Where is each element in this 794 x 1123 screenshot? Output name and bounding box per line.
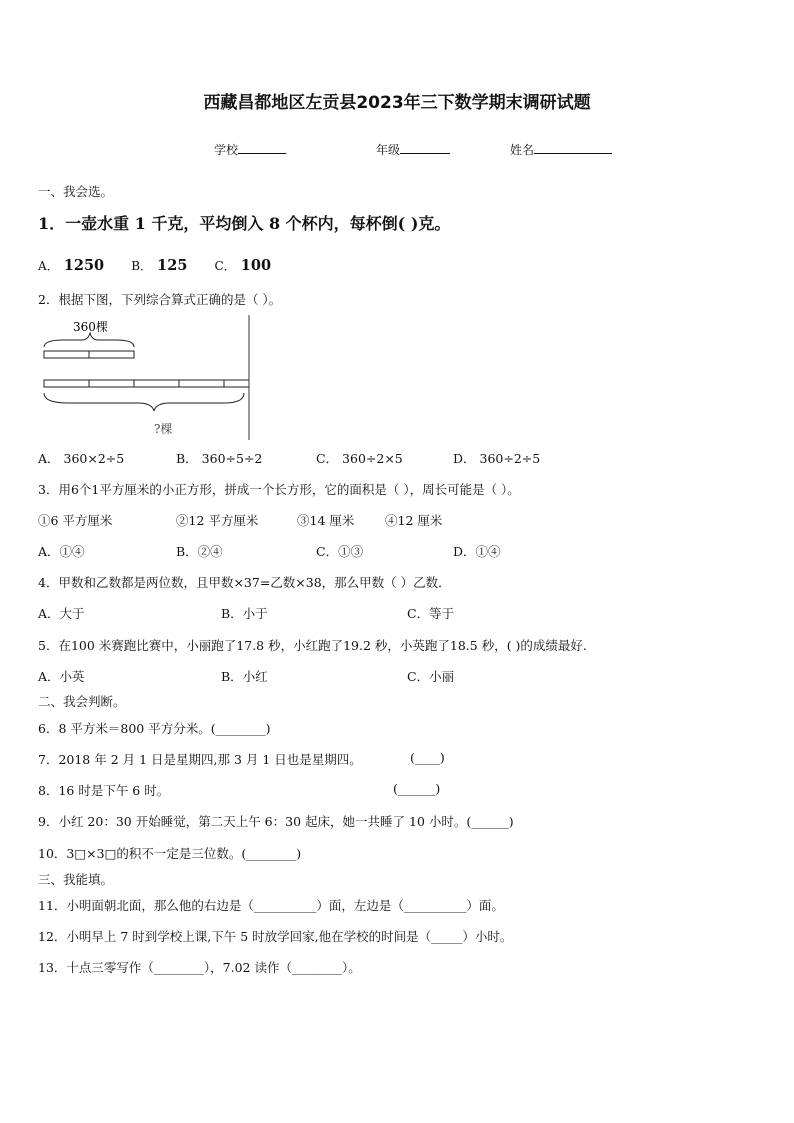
long-bar <box>44 380 249 387</box>
q4-option-b: B．小于 <box>221 606 268 621</box>
question-9: 9．小红 20：30 开始睡觉，第二天上午 6：30 起床，她一共睡了 10 小时。(______) <box>38 814 514 829</box>
q2-option-c: C． 360÷2×5 <box>316 451 403 466</box>
q3-choice-2: ②12 平方厘米 <box>176 513 259 528</box>
diagram-top-label: 360棵 <box>73 320 108 334</box>
q2-option-a: A． 360×2÷5 <box>38 451 125 466</box>
q3-option-d: D．①④ <box>453 544 501 559</box>
name-blank <box>534 141 612 154</box>
school-label: 学校 <box>214 143 239 157</box>
school-blank <box>238 141 286 154</box>
q3-choice-3: ③14 厘米 <box>297 513 355 528</box>
question-11: 11．小明面朝北面，那么他的右边是（__________）面，左边是（__________）面。 <box>38 898 504 913</box>
q4-option-c: C．等于 <box>407 606 455 621</box>
name-field <box>510 141 612 158</box>
question-2: 2．根据下图，下列综合算式正确的是（ ）。 <box>38 292 282 307</box>
option-a-label: A． <box>38 259 59 273</box>
question-10: 10．3□×3□的积不一定是三位数。(________) <box>38 846 302 861</box>
section-heading-3: 三、我能填。 <box>38 872 114 887</box>
q2-option-b: B． 360÷5÷2 <box>176 451 263 466</box>
q2-option-d: D． 360÷2÷5 <box>453 451 541 466</box>
q3-choice-1: ①6 平方厘米 <box>38 513 113 528</box>
grade-field <box>376 141 450 158</box>
option-a-value: 1250 <box>63 257 105 274</box>
q3-option-c: C．①③ <box>316 544 364 559</box>
grade-blank <box>400 141 450 154</box>
q5-option-a: A．小英 <box>38 669 85 684</box>
question-8-blank: (______) <box>393 781 441 796</box>
option-c-value: 100 <box>240 257 272 274</box>
q4-option-a: A．大于 <box>38 606 85 621</box>
q3-option-b: B．②④ <box>176 544 223 559</box>
question-8: 8．16 时是下午 6 时。 <box>38 783 170 798</box>
q3-choice-4: ④12 厘米 <box>385 513 443 528</box>
diagram-bottom-label: ?棵 <box>154 422 173 436</box>
q5-option-c: C．小丽 <box>407 669 455 684</box>
q3-option-a: A．①④ <box>38 544 85 559</box>
name-label: 姓名 <box>510 143 535 157</box>
school-field <box>214 141 286 158</box>
option-b-label: B． <box>131 259 153 273</box>
segment-diagram <box>38 315 253 440</box>
top-brace <box>44 333 134 347</box>
bottom-brace <box>44 393 244 411</box>
option-c-label: C． <box>214 259 236 273</box>
question-7: 7．2018 年 2 月 1 日是星期四,那 3 月 1 日也是星期四。 <box>38 752 362 767</box>
question-1-options <box>38 255 271 274</box>
question-4: 4．甲数和乙数都是两位数，且甲数×37=乙数×38，那么甲数（ ）乙数． <box>38 575 451 590</box>
section-heading-1: 一、我会选。 <box>38 184 114 199</box>
question-12: 12．小明早上 7 时到学校上课,下午 5 时放学回家,他在学校的时间是（_____）小时。 <box>38 929 513 944</box>
question-5: 5．在100 米赛跑比赛中，小丽跑了17.8 秒，小红跑了19.2 秒，小英跑了18.5 秒，( )的成绩最好. <box>38 638 587 653</box>
section-heading-2: 二、我会判断。 <box>38 694 126 709</box>
option-b-value: 125 <box>157 257 188 274</box>
exam-title: 西藏昌都地区左贡县2023年三下数学期末调研试题 <box>203 93 591 113</box>
question-1: 1．一壶水重 1 千克，平均倒入 8 个杯内，每杯倒( )克。 <box>38 214 451 233</box>
grade-label: 年级 <box>376 143 401 157</box>
q5-option-b: B．小红 <box>221 669 268 684</box>
question-6: 6．8 平方米＝800 平方分米。(________) <box>38 721 271 736</box>
question-7-blank: (____) <box>410 750 445 765</box>
question-3: 3．用6个1平方厘米的小正方形，拼成一个长方形，它的面积是（ ），周长可能是（ ）。 <box>38 482 520 497</box>
question-13: 13．十点三零写作（________），7.02 读作（________）。 <box>38 960 361 975</box>
